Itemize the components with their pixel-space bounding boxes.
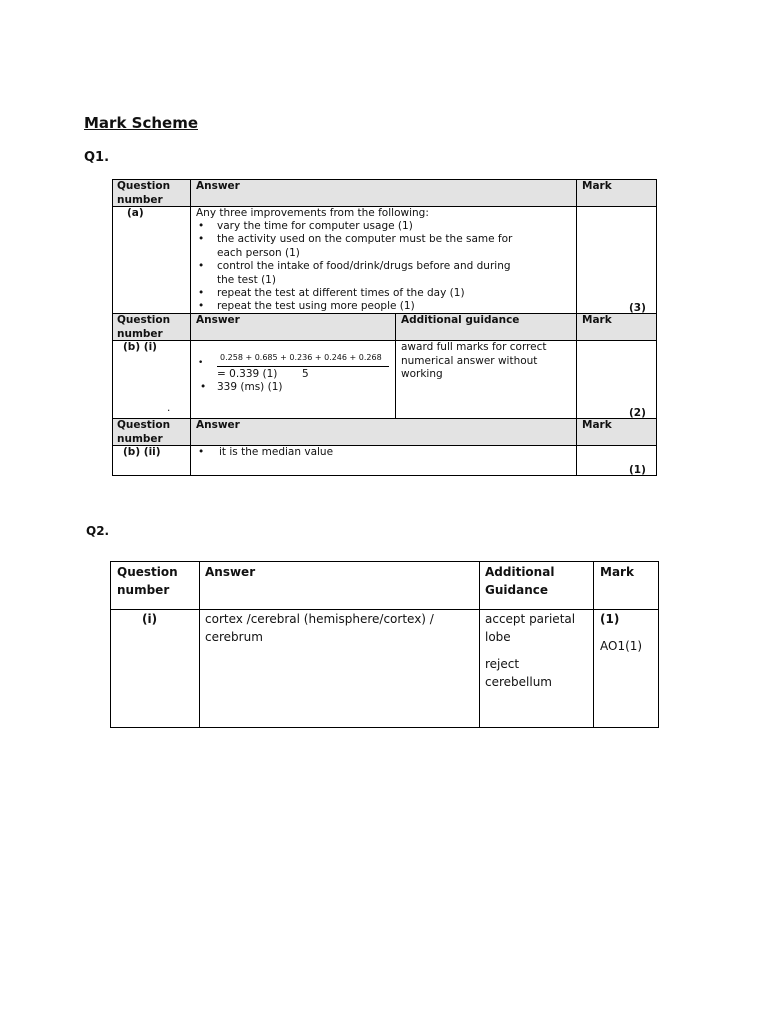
q1-mark-table [112,179,657,476]
row-divider [113,418,656,419]
q2-label: Q2. [86,524,110,538]
answer-value: it is the median value [219,446,334,458]
header-question-number: Question number [117,419,171,445]
mark-value: (2) [629,407,646,419]
mark-value: (1) [629,464,646,476]
mark-value: (3) [629,302,646,314]
header-additional-guidance: Additional Guidance [485,565,555,597]
answer-bullet-list [196,220,512,314]
header-question-number: Question number [117,565,178,597]
header-mark: Mark [582,180,612,192]
header-answer: Answer [205,565,256,579]
answer-value: 339 (ms) (1) [217,381,283,393]
column-divider [190,180,191,475]
fraction-numerator: 0.258 + 0.685 + 0.236 + 0.246 + 0.268 [220,353,382,362]
stray-mark: . [167,402,171,414]
q2-mark-table [110,561,659,728]
list-item: each person (1) [217,246,300,259]
question-number: (b) (ii) [123,446,161,458]
bullet-icon: • [198,287,205,300]
question-number: (a) [127,207,144,219]
bullet-icon: • [198,220,205,232]
guidance-reject: reject cerebellum [485,657,552,689]
bullet-icon: • [198,233,205,246]
bullet-icon: • [198,260,205,273]
list-item: • the activity used on the computer must be the same for [198,233,513,246]
answer-text: cortex /cerebral (hemisphere/cortex) / cerebrum [205,612,434,644]
question-number: (i) [142,612,158,626]
header-question-number: Question number [117,180,171,206]
column-divider [576,180,577,475]
header-question-number: Question number [117,314,171,340]
header-row-shading [113,180,656,206]
assessment-objective: AO1(1) [600,639,643,653]
list-item: • repeat the test using more people (1) [198,300,415,313]
fraction-result: = 0.339 (1) [217,368,278,380]
header-additional-guidance: Additional guidance [401,314,520,326]
guidance-accept: accept parietal lobe [485,612,576,644]
header-mark: Mark [582,314,612,326]
q1-label: Q1. [84,150,110,165]
header-row-shading [113,418,656,445]
row-divider [113,340,656,341]
answer-intro: Any three improvements from the following: [196,207,429,219]
bullet-icon: • [200,381,207,393]
header-answer: Answer [196,419,240,431]
question-number: (b) (i) [123,341,157,353]
list-item: the test (1) [217,273,276,286]
fraction-bar [217,366,389,367]
header-answer: Answer [196,180,240,192]
list-item: • control the intake of food/drink/drugs before and during [198,260,511,273]
header-mark: Mark [600,565,634,579]
header-mark: Mark [582,419,612,431]
list-item: • vary the time for computer usage (1) [198,220,413,232]
column-divider [395,313,396,418]
header-row-shading [113,313,656,340]
column-divider [593,562,594,727]
bullet-icon: • [198,300,205,313]
bullet-icon: • [198,446,205,458]
column-divider [199,562,200,727]
page-title: Mark Scheme [84,114,198,132]
column-divider [479,562,480,727]
bullet-icon: • [198,358,204,368]
list-item: • repeat the test at different times of the day (1) [198,287,465,300]
fraction-denominator: 5 [302,368,309,380]
row-divider [113,445,656,446]
additional-guidance: award full marks for correct numerical answer without working [401,341,547,380]
mark-value: (1) [600,612,620,626]
header-answer: Answer [196,314,240,326]
